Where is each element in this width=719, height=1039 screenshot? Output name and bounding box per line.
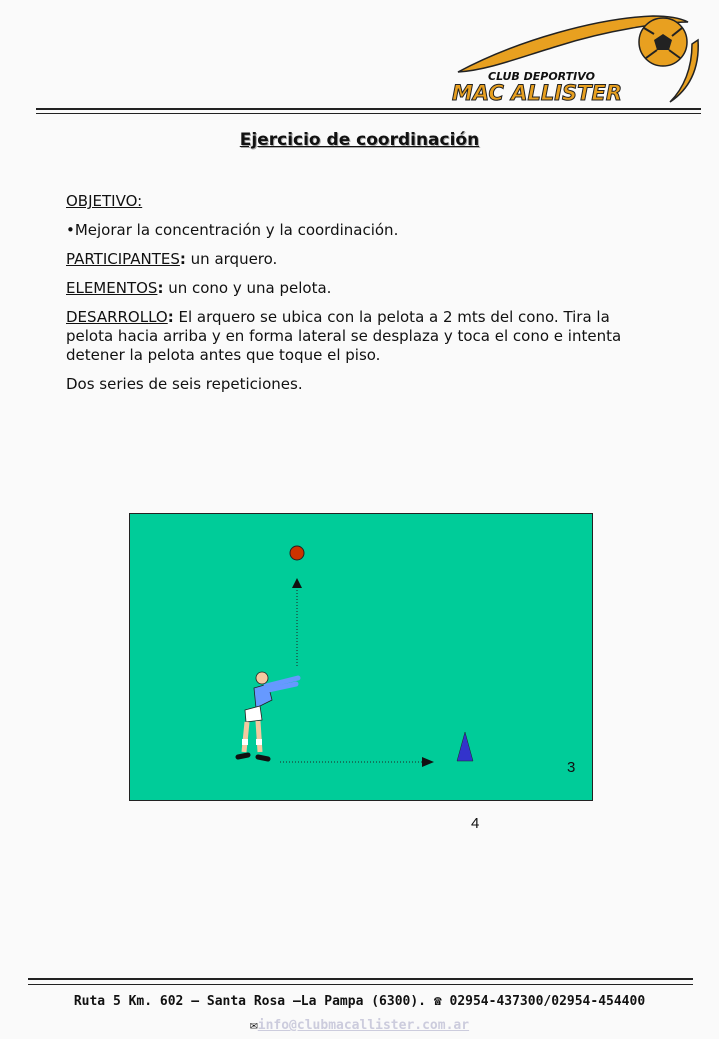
diagram-label-3: 3 (567, 759, 576, 776)
exercise-description: OBJETIVO: •Mejorar la concentración y la coordinación. PARTICIPANTES: un arquero. ELEMENTOS: un cono y una pelota. DESARROLLO: El arquero se ubica con la pelota a 2 mts del cono. Tira la pelota hacia arriba y en forma lateral se desplaza y toca el cono e intenta detener la pelota antes que toque el piso. Dos series de seis repeticiones. (66, 192, 626, 404)
series-text: Dos series de seis repeticiones. (66, 375, 303, 393)
objetivo-label: OBJETIVO: (66, 192, 143, 210)
club-logo (448, 10, 710, 106)
move-arrow-head (422, 757, 434, 767)
ball (290, 546, 304, 560)
page-title: Ejercicio de coordinación (239, 130, 480, 150)
svg-text:MAC ALLISTER: MAC ALLISTER (452, 81, 623, 105)
footer-rule-top (28, 978, 693, 980)
goalkeeper-figure (238, 672, 298, 759)
svg-text:CLUB DEPORTIVO: CLUB DEPORTIVO (488, 70, 595, 83)
participantes-label: PARTICIPANTES (66, 250, 180, 268)
elementos-text: un cono y una pelota. (163, 279, 332, 297)
email-link[interactable]: info@clubmacallister.com.ar (257, 1018, 470, 1033)
header-rule-top (36, 108, 701, 110)
desarrollo-label: DESARROLLO (66, 308, 168, 326)
desarrollo-text: El arquero se ubica con la pelota a 2 mts del cono. Tira la pelota hacia arriba y en forma lateral se desplaza y toca el cono e intenta detener la pelota antes que toque el piso. (66, 308, 622, 364)
elementos-label: ELEMENTOS (66, 279, 158, 297)
diagram-label-4: 4 (471, 815, 480, 832)
footer-address: Ruta 5 Km. 602 – Santa Rosa –La Pampa (6300). ☎ 02954-437300/02954-454400 (73, 994, 646, 1009)
ball-arrow-head (292, 578, 302, 588)
exercise-diagram (129, 513, 593, 801)
participantes-text: un arquero. (185, 250, 278, 268)
footer-rule-bottom (28, 984, 693, 985)
footer-email-row (0, 1018, 719, 1033)
objetivo-bullet: •Mejorar la concentración y la coordinación. (66, 221, 399, 239)
cone-icon (457, 732, 473, 761)
envelope-icon: ✉ (249, 1018, 258, 1033)
header-rule-bottom (36, 113, 701, 114)
